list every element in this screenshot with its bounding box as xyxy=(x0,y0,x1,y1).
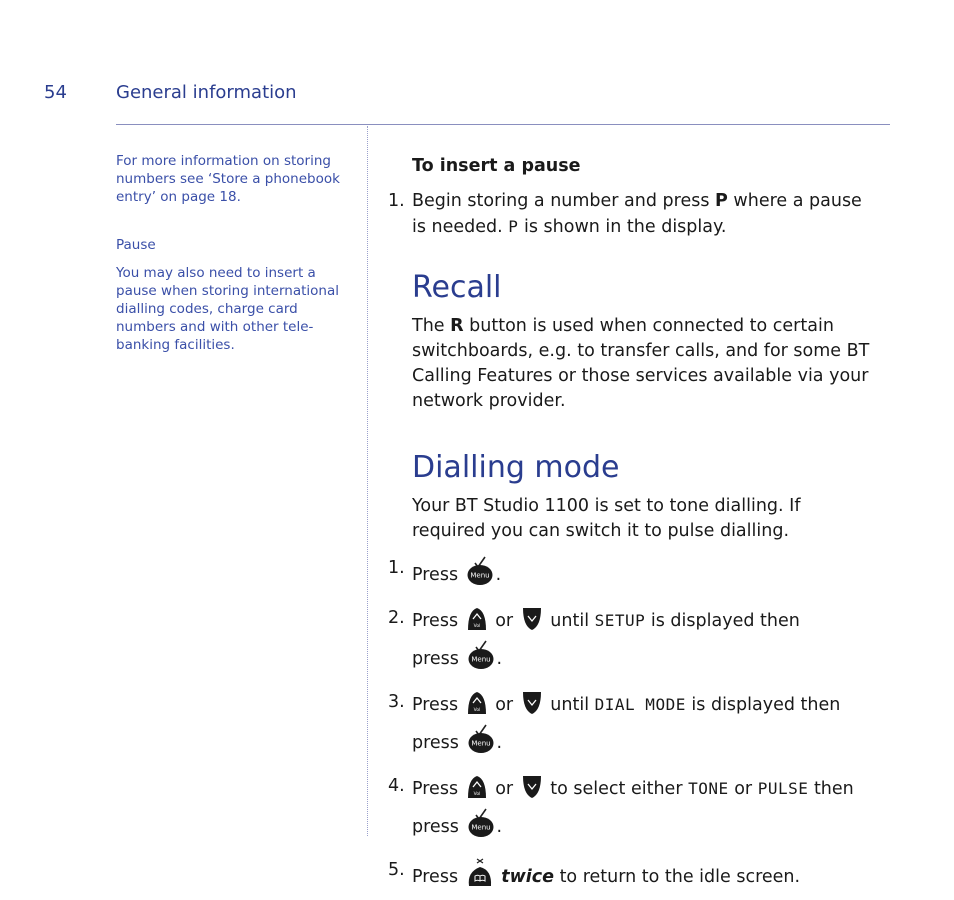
svg-text:Vol: Vol xyxy=(473,624,481,629)
dialling-mode-heading: Dialling mode xyxy=(412,450,620,485)
scroll-up-icon xyxy=(466,774,488,808)
menu-button-icon xyxy=(467,724,495,762)
dialling-step-1: 1. Press Menu . xyxy=(388,556,878,594)
scroll-up-icon xyxy=(466,690,488,724)
dialling-step-3: 3. Press Vol or until DIAL MODE is displayed then press Menu . xyxy=(388,690,878,762)
section-title: General information xyxy=(116,82,297,103)
recall-heading: Recall xyxy=(412,270,502,305)
menu-button-icon xyxy=(467,640,495,678)
lcd-setup: SETUP xyxy=(594,611,646,630)
dialling-step-2: 2. Press Vol or until SETUP is displayed then press Menu . xyxy=(388,606,878,678)
pause-heading: To insert a pause xyxy=(412,156,581,176)
dialling-intro: Your BT Studio 1100 is set to tone dialling. If required you can switch it to pulse dialling. xyxy=(412,496,801,541)
dialling-steps xyxy=(388,556,878,896)
sidebar-notes xyxy=(116,152,346,354)
svg-text:Menu: Menu xyxy=(470,571,490,580)
lcd-tone: TONE xyxy=(688,779,729,798)
dialling-step-4: 4. Press Vol or to select either TONE or PULSE then press Menu . xyxy=(388,774,878,846)
svg-text:Vol: Vol xyxy=(473,792,481,797)
scroll-down-icon xyxy=(521,690,543,724)
svg-text:Menu: Menu xyxy=(470,739,491,748)
dialling-step-5: 5. Press twice to return to the idle screen. xyxy=(388,858,878,896)
note-pause-title: Pause xyxy=(116,237,156,253)
key-p: P xyxy=(715,191,728,211)
scroll-down-icon xyxy=(521,774,543,808)
pause-steps xyxy=(388,189,878,240)
scroll-up-icon xyxy=(466,606,488,640)
lcd-dial-mode: DIAL MODE xyxy=(594,695,686,714)
svg-text:Menu: Menu xyxy=(470,823,491,832)
main-content xyxy=(388,154,878,896)
page-number: 54 xyxy=(44,82,67,103)
scroll-down-icon xyxy=(521,606,543,640)
lcd-p: P xyxy=(508,217,519,236)
note-pause-body: You may also need to insert a pause when storing international dialling codes, charge card numbers and with other tele-banking facilities. xyxy=(116,265,340,353)
lcd-pulse: PULSE xyxy=(757,779,809,798)
pause-step-1: 1. Begin storing a number and press P where a pause is needed. P is shown in the display. xyxy=(388,191,862,237)
key-r: R xyxy=(450,316,464,336)
svg-text:Vol: Vol xyxy=(473,708,481,713)
note-phonebook: For more information on storing numbers see ‘Store a phonebook entry’ on page 18. xyxy=(116,153,340,205)
menu-button-icon xyxy=(467,808,495,846)
header-rule xyxy=(116,124,890,125)
menu-button-icon xyxy=(466,556,494,594)
recall-paragraph: The R button is used when connected to certain switchboards, e.g. to transfer calls, and for some BT Calling Features or those services available via your network provider. xyxy=(412,316,870,411)
phonebook-button-icon xyxy=(466,858,494,896)
column-divider xyxy=(367,126,368,836)
svg-text:Menu: Menu xyxy=(470,655,491,664)
